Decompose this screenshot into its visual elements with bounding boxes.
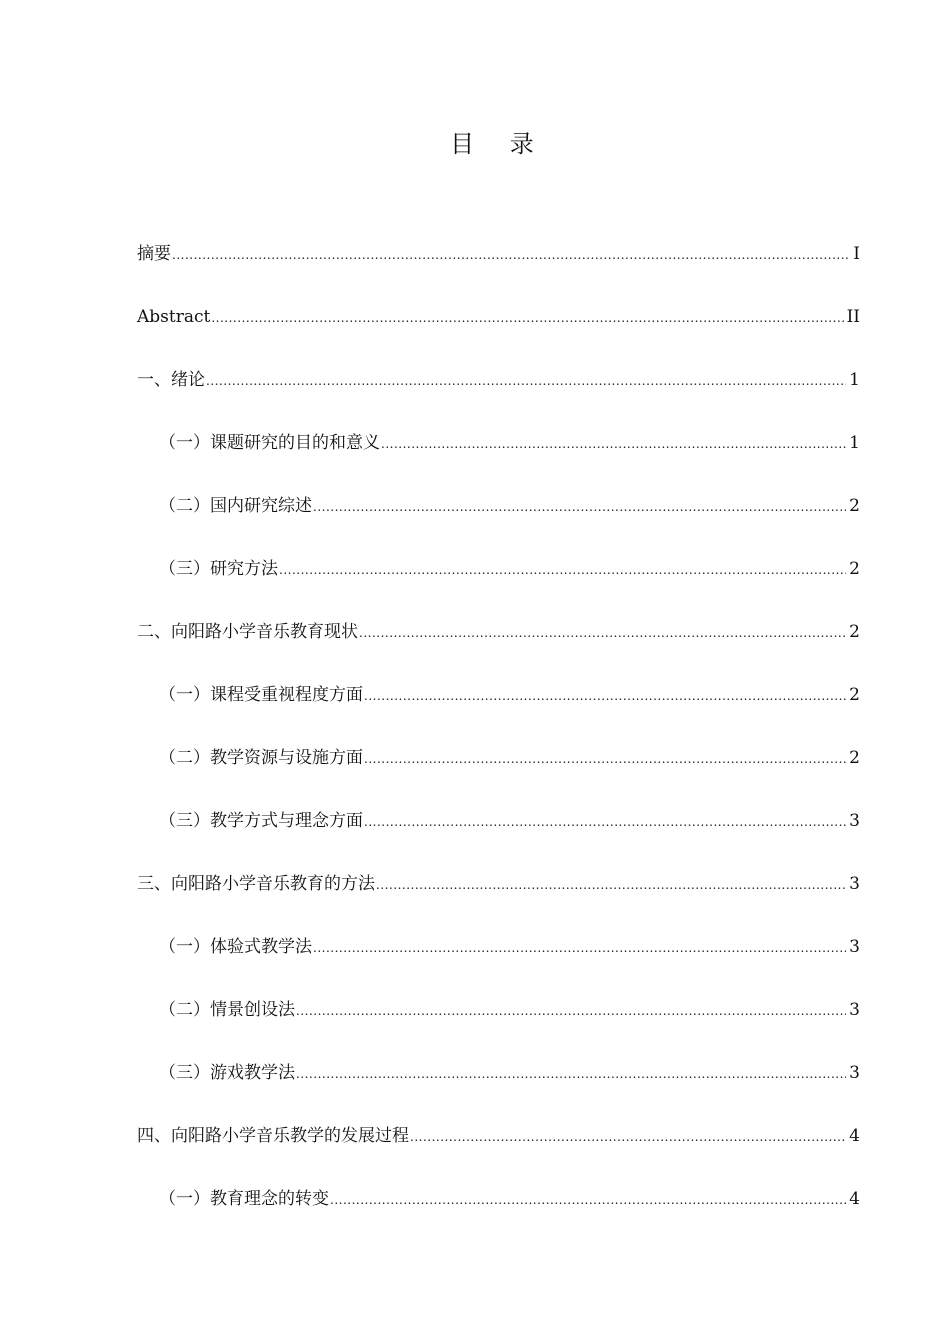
toc-dot-leader: [330, 1184, 846, 1216]
toc-entry[interactable]: [137, 364, 860, 427]
toc-entry[interactable]: [137, 553, 860, 616]
toc-entry-label: （二）国内研究综述: [159, 496, 312, 516]
toc-entry[interactable]: [137, 742, 860, 805]
toc-entry[interactable]: [137, 1183, 860, 1246]
toc-entry-label: Abstract: [137, 307, 211, 327]
toc-entry-label: （二）教学资源与设施方面: [159, 748, 363, 768]
toc-entry-label: （一）课程受重视程度方面: [159, 685, 363, 705]
toc-entry-page: 1: [849, 370, 860, 390]
toc-entry-page: 4: [849, 1189, 860, 1209]
toc-entry-page: 3: [849, 937, 860, 957]
toc-dot-leader: [296, 995, 846, 1027]
toc-dot-leader: [211, 302, 843, 334]
toc-entry[interactable]: [137, 994, 860, 1057]
toc-dot-leader: [313, 932, 846, 964]
toc-dot-leader: [364, 806, 846, 838]
toc-entry-label: （一）体验式教学法: [159, 937, 312, 957]
toc-entry-page: 3: [849, 874, 860, 894]
toc-entry-label: 一、绪论: [137, 370, 205, 390]
toc-dot-leader: [364, 743, 846, 775]
toc-entry[interactable]: [137, 1120, 860, 1183]
toc-entry-page: I: [853, 244, 860, 264]
toc-entry-label: 三、向阳路小学音乐教育的方法: [137, 874, 375, 894]
toc-entry-page: 4: [849, 1126, 860, 1146]
toc-entry-page: 2: [849, 496, 860, 516]
toc-dot-leader: [206, 365, 846, 397]
toc-dot-leader: [359, 617, 846, 649]
toc-entry-page: 3: [849, 1000, 860, 1020]
toc-title: 目 录: [450, 130, 548, 158]
toc-entry-label: （三）教学方式与理念方面: [159, 811, 363, 831]
toc-entry-page: 2: [849, 748, 860, 768]
toc-dot-leader: [279, 554, 846, 586]
toc-entry-label: （一）课题研究的目的和意义: [159, 433, 380, 453]
toc-dot-leader: [381, 428, 846, 460]
toc-entry[interactable]: [137, 427, 860, 490]
toc-entry-page: II: [846, 307, 860, 327]
toc-dot-leader: [364, 680, 846, 712]
toc-entry-label: 摘要: [137, 244, 171, 264]
toc-entry[interactable]: [137, 490, 860, 553]
toc-entry-label: （三）游戏教学法: [159, 1063, 295, 1083]
toc-dot-leader: [376, 869, 846, 901]
toc-dot-leader: [313, 491, 846, 523]
toc-entry-label: 二、向阳路小学音乐教育现状: [137, 622, 358, 642]
toc-entry-page: 2: [849, 559, 860, 579]
toc-dot-leader: [172, 239, 850, 271]
toc-entry[interactable]: [137, 1057, 860, 1120]
toc-entry[interactable]: [137, 238, 860, 301]
toc-entry[interactable]: [137, 616, 860, 679]
toc-entry[interactable]: [137, 805, 860, 868]
toc-entry[interactable]: [137, 679, 860, 742]
toc-entry-label: 四、向阳路小学音乐教学的发展过程: [137, 1126, 409, 1146]
toc-entry-label: （一）教育理念的转变: [159, 1189, 329, 1209]
toc-dot-leader: [296, 1058, 846, 1090]
table-of-contents: [137, 238, 860, 1246]
toc-entry-page: 2: [849, 685, 860, 705]
toc-entry[interactable]: [137, 301, 860, 364]
toc-dot-leader: [410, 1121, 846, 1153]
toc-entry-label: （二）情景创设法: [159, 1000, 295, 1020]
toc-entry-page: 1: [849, 433, 860, 453]
toc-entry[interactable]: [137, 931, 860, 994]
toc-entry-page: 3: [849, 811, 860, 831]
toc-entry-label: （三）研究方法: [159, 559, 278, 579]
toc-entry-page: 3: [849, 1063, 860, 1083]
toc-entry-page: 2: [849, 622, 860, 642]
toc-entry[interactable]: [137, 868, 860, 931]
